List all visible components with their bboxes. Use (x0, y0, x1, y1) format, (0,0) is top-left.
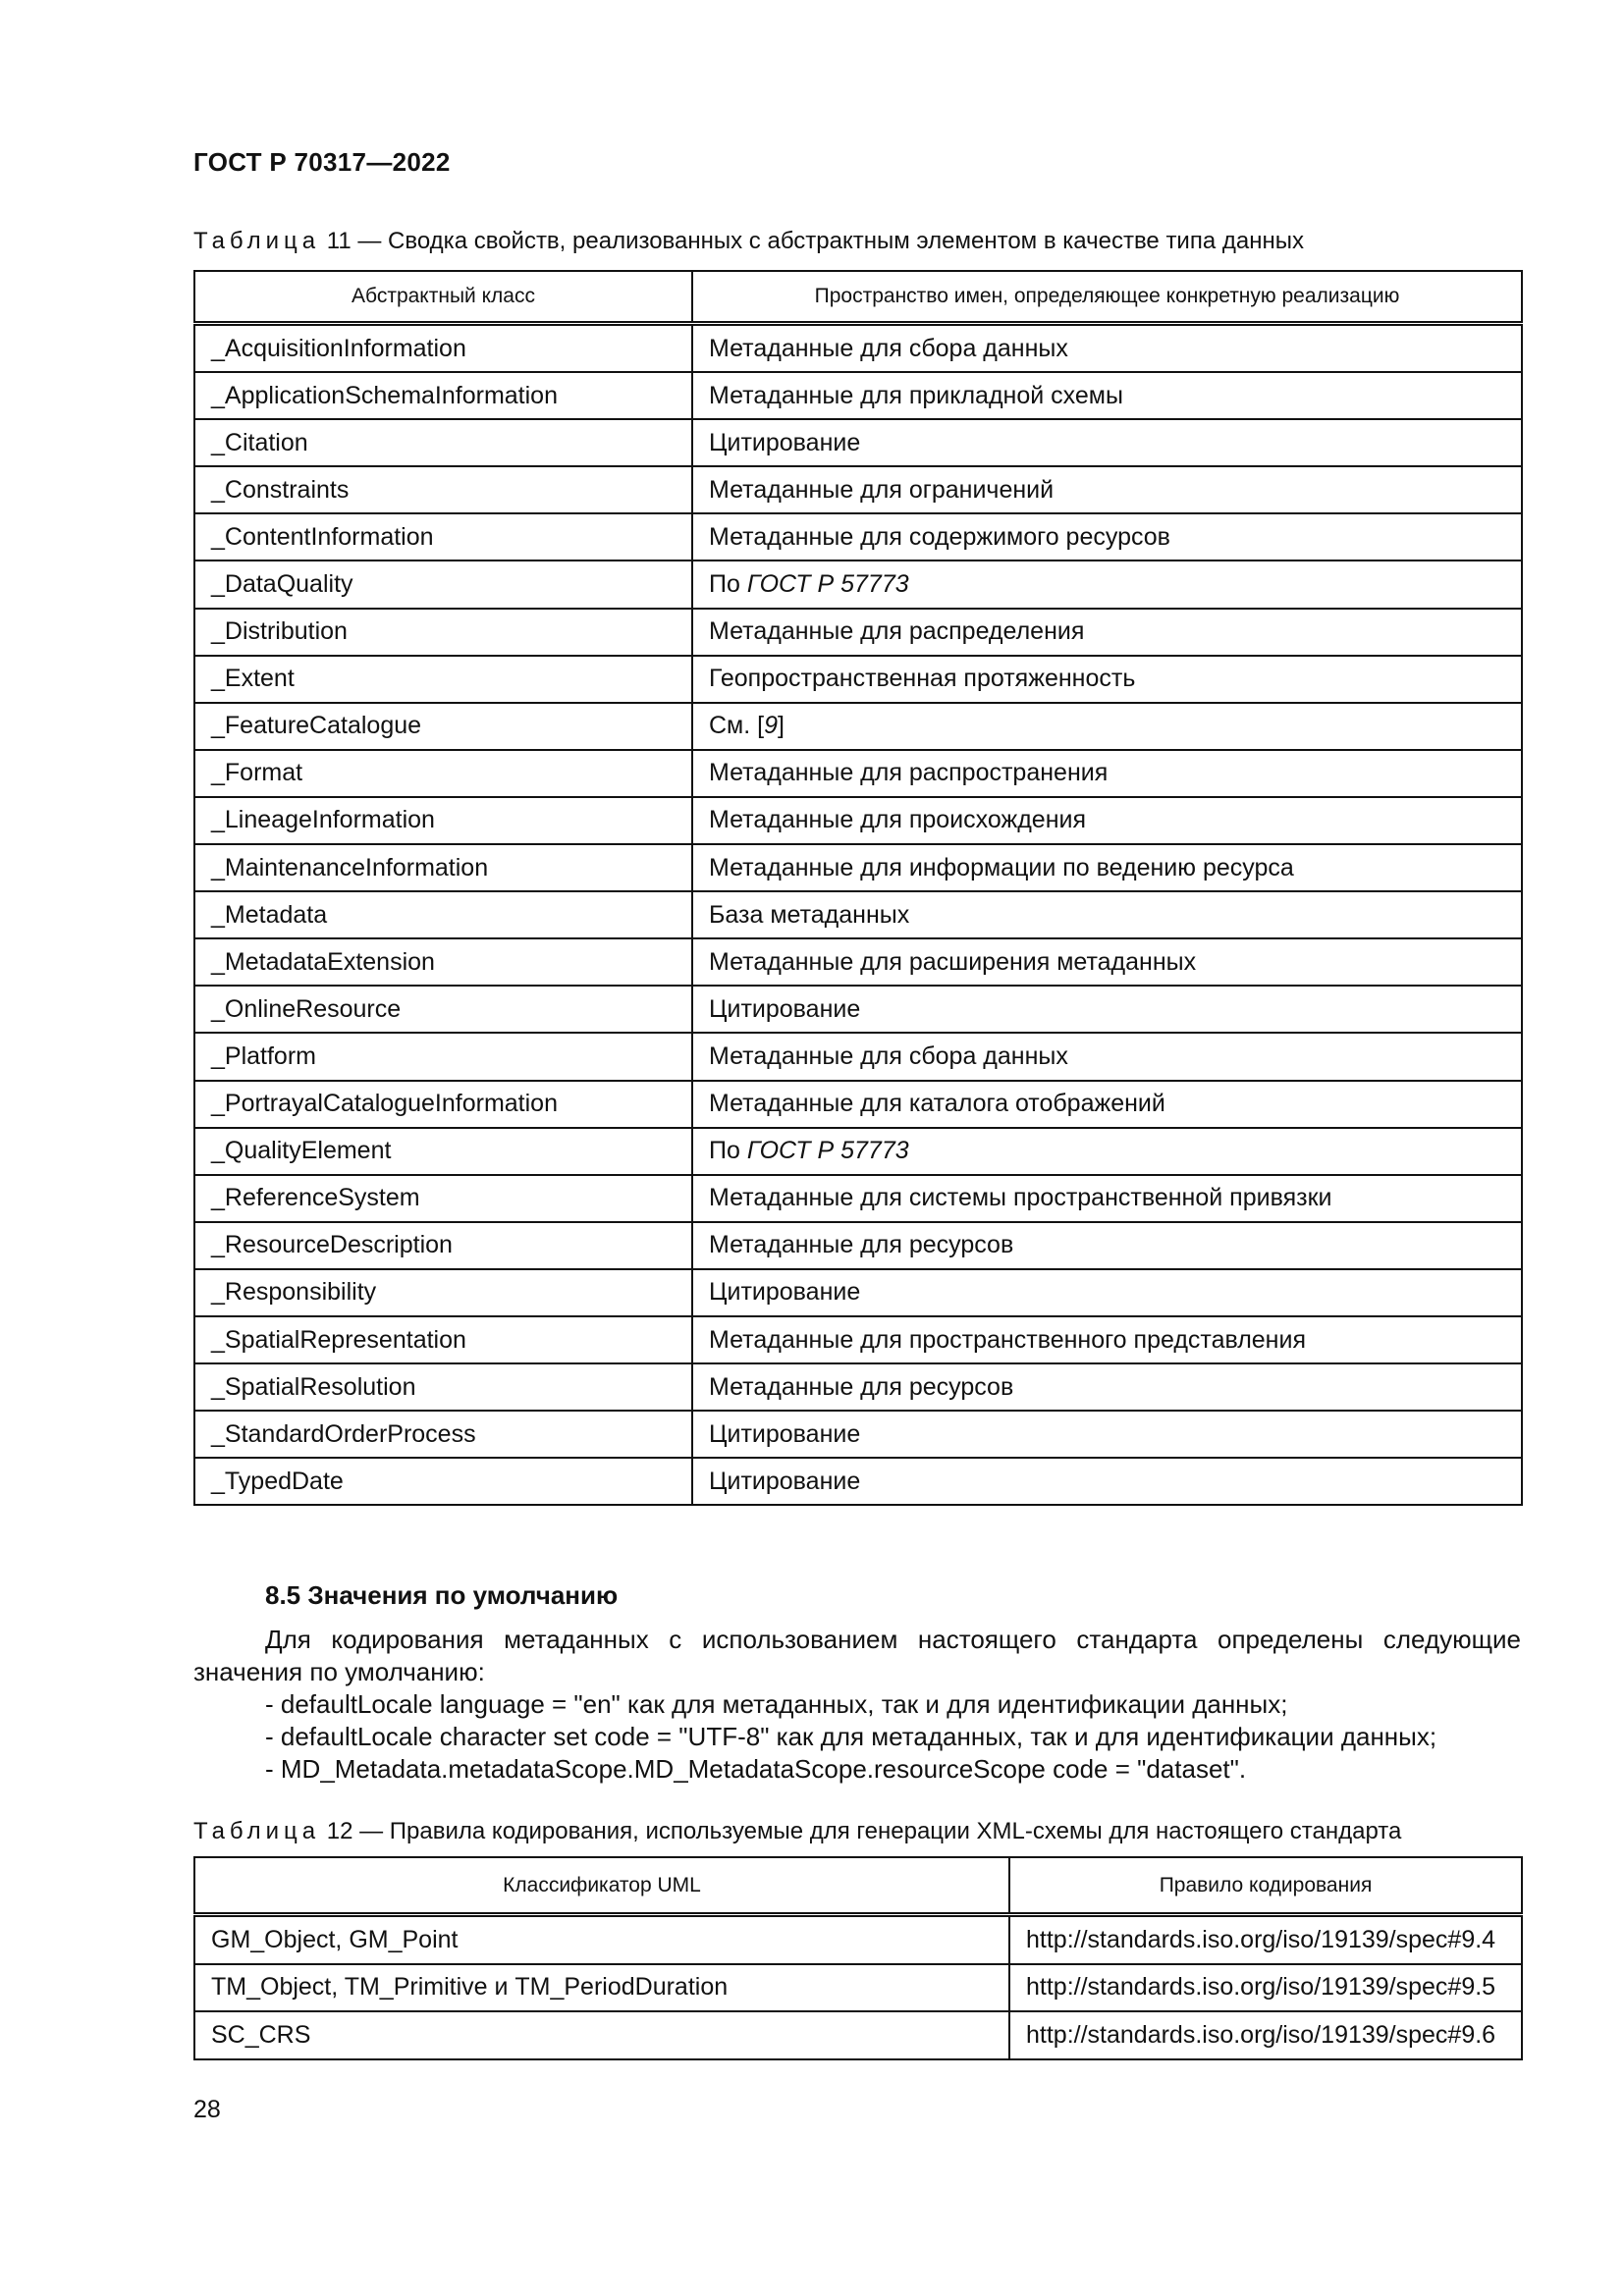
table-cell: _ResourceDescription (194, 1222, 692, 1269)
column-header: Абстрактный класс (194, 271, 692, 324)
table-cell: Метаданные для системы пространственной привязки (692, 1175, 1522, 1222)
table-cell: _ReferenceSystem (194, 1175, 692, 1222)
intro-line: значения по умолчанию: (193, 1657, 485, 1686)
table-cell: Метаданные для ресурсов (692, 1363, 1522, 1411)
column-header: Классификатор UML (194, 1857, 1009, 1915)
table-row (194, 703, 1522, 750)
table-row (194, 1411, 1522, 1458)
table-row (194, 1128, 1522, 1175)
table-header-row (194, 1857, 1522, 1915)
table-cell: Метаданные для распространения (692, 750, 1522, 797)
table-row (194, 797, 1522, 844)
table-cell: http://standards.iso.org/iso/19139/spec#9.5 (1009, 1964, 1522, 2012)
list-item: - defaultLocale character set code = "UTF-8" как для метаданных, так и для идентификации данных; (265, 1722, 1437, 1751)
table-row (194, 419, 1522, 466)
table-11-caption: Таблица 11 — Сводка свойств, реализованных с абстрактным элементом в качестве типа данных (193, 228, 1304, 254)
table-cell: _ApplicationSchemaInformation (194, 372, 692, 419)
intro-line: Для кодирования метаданных с использованием настоящего стандарта определены следующие (265, 1625, 1521, 1654)
table-cell: http://standards.iso.org/iso/19139/spec#9.6 (1009, 2011, 1522, 2059)
table-cell: По ГОСТ Р 57773 (692, 1128, 1522, 1175)
table-cell: Метаданные для информации по ведению ресурса (692, 844, 1522, 891)
table-cell: _Distribution (194, 609, 692, 656)
table-cell: Цитирование (692, 986, 1522, 1033)
table-row (194, 372, 1522, 419)
table-cell: Метаданные для происхождения (692, 797, 1522, 844)
table-cell: http://standards.iso.org/iso/19139/spec#9.4 (1009, 1915, 1522, 1964)
list-item: - defaultLocale language = "en" как для метаданных, так и для идентификации данных; (265, 1689, 1288, 1719)
table-cell: Геопространственная протяженность (692, 656, 1522, 703)
table-cell: _Format (194, 750, 692, 797)
table-cell: Цитирование (692, 419, 1522, 466)
table-12-caption: Таблица 12 — Правила кодирования, используемые для генерации XML-схемы для настоящего стандарта (193, 1818, 1402, 1844)
table-cell: _OnlineResource (194, 986, 692, 1033)
table-row (194, 656, 1522, 703)
section-body (193, 1624, 1521, 1786)
table-row (194, 1915, 1522, 1964)
table-cell: _Metadata (194, 891, 692, 938)
table-cell: Метаданные для пространственного представления (692, 1316, 1522, 1363)
table-row (194, 1458, 1522, 1505)
table-cell: _MetadataExtension (194, 938, 692, 986)
table-row (194, 466, 1522, 513)
table-cell: Метаданные для сбора данных (692, 324, 1522, 373)
table-row (194, 844, 1522, 891)
table-row (194, 513, 1522, 561)
table-row (194, 561, 1522, 608)
table-row (194, 750, 1522, 797)
table-cell: Метаданные для каталога отображений (692, 1081, 1522, 1128)
table-12 (193, 1856, 1523, 2060)
table-cell: _Extent (194, 656, 692, 703)
table-row (194, 1316, 1522, 1363)
page-number: 28 (193, 2096, 221, 2123)
table-row (194, 1269, 1522, 1316)
table-header-row (194, 271, 1522, 324)
table-row (194, 1964, 1522, 2012)
table-cell: _PortrayalCatalogueInformation (194, 1081, 692, 1128)
document-id-header: ГОСТ Р 70317—2022 (193, 147, 451, 177)
table-cell: База метаданных (692, 891, 1522, 938)
table-cell: _Platform (194, 1033, 692, 1080)
table-cell: _StandardOrderProcess (194, 1411, 692, 1458)
table-row (194, 2011, 1522, 2059)
table-11 (193, 270, 1523, 1506)
table-cell: См. [9] (692, 703, 1522, 750)
table-cell: _QualityElement (194, 1128, 692, 1175)
table-cell: _FeatureCatalogue (194, 703, 692, 750)
table-cell: _Responsibility (194, 1269, 692, 1316)
table-cell: _Constraints (194, 466, 692, 513)
table-row (194, 938, 1522, 986)
table-row (194, 1222, 1522, 1269)
table-cell: GM_Object, GM_Point (194, 1915, 1009, 1964)
table-cell: Метаданные для содержимого ресурсов (692, 513, 1522, 561)
table-row (194, 986, 1522, 1033)
table-cell: _MaintenanceInformation (194, 844, 692, 891)
list-item: - MD_Metadata.metadataScope.MD_MetadataScope.resourceScope code = "dataset". (265, 1754, 1247, 1784)
table-cell: Цитирование (692, 1458, 1522, 1505)
table-cell: _LineageInformation (194, 797, 692, 844)
table-row (194, 324, 1522, 373)
table-cell: _DataQuality (194, 561, 692, 608)
column-header: Правило кодирования (1009, 1857, 1522, 1915)
table-row (194, 1081, 1522, 1128)
table-cell: _TypedDate (194, 1458, 692, 1505)
table-cell: Метаданные для прикладной схемы (692, 372, 1522, 419)
table-row (194, 1175, 1522, 1222)
table-cell: _ContentInformation (194, 513, 692, 561)
table-row (194, 891, 1522, 938)
table-cell: _Citation (194, 419, 692, 466)
table-row (194, 1363, 1522, 1411)
table-cell: Цитирование (692, 1411, 1522, 1458)
table-cell: Метаданные для расширения метаданных (692, 938, 1522, 986)
table-cell: Метаданные для сбора данных (692, 1033, 1522, 1080)
table-cell: Метаданные для распределения (692, 609, 1522, 656)
section-title: 8.5 Значения по умолчанию (265, 1580, 619, 1610)
table-cell: _SpatialRepresentation (194, 1316, 692, 1363)
table-cell: Метаданные для ресурсов (692, 1222, 1522, 1269)
table-cell: _AcquisitionInformation (194, 324, 692, 373)
table-cell: Метаданные для ограничений (692, 466, 1522, 513)
table-cell: По ГОСТ Р 57773 (692, 561, 1522, 608)
table-row (194, 609, 1522, 656)
table-cell: TM_Object, TM_Primitive и TM_PeriodDuration (194, 1964, 1009, 2012)
table-cell: Цитирование (692, 1269, 1522, 1316)
column-header: Пространство имен, определяющее конкретную реализацию (692, 271, 1522, 324)
table-cell: SC_CRS (194, 2011, 1009, 2059)
table-cell: _SpatialResolution (194, 1363, 692, 1411)
table-row (194, 1033, 1522, 1080)
